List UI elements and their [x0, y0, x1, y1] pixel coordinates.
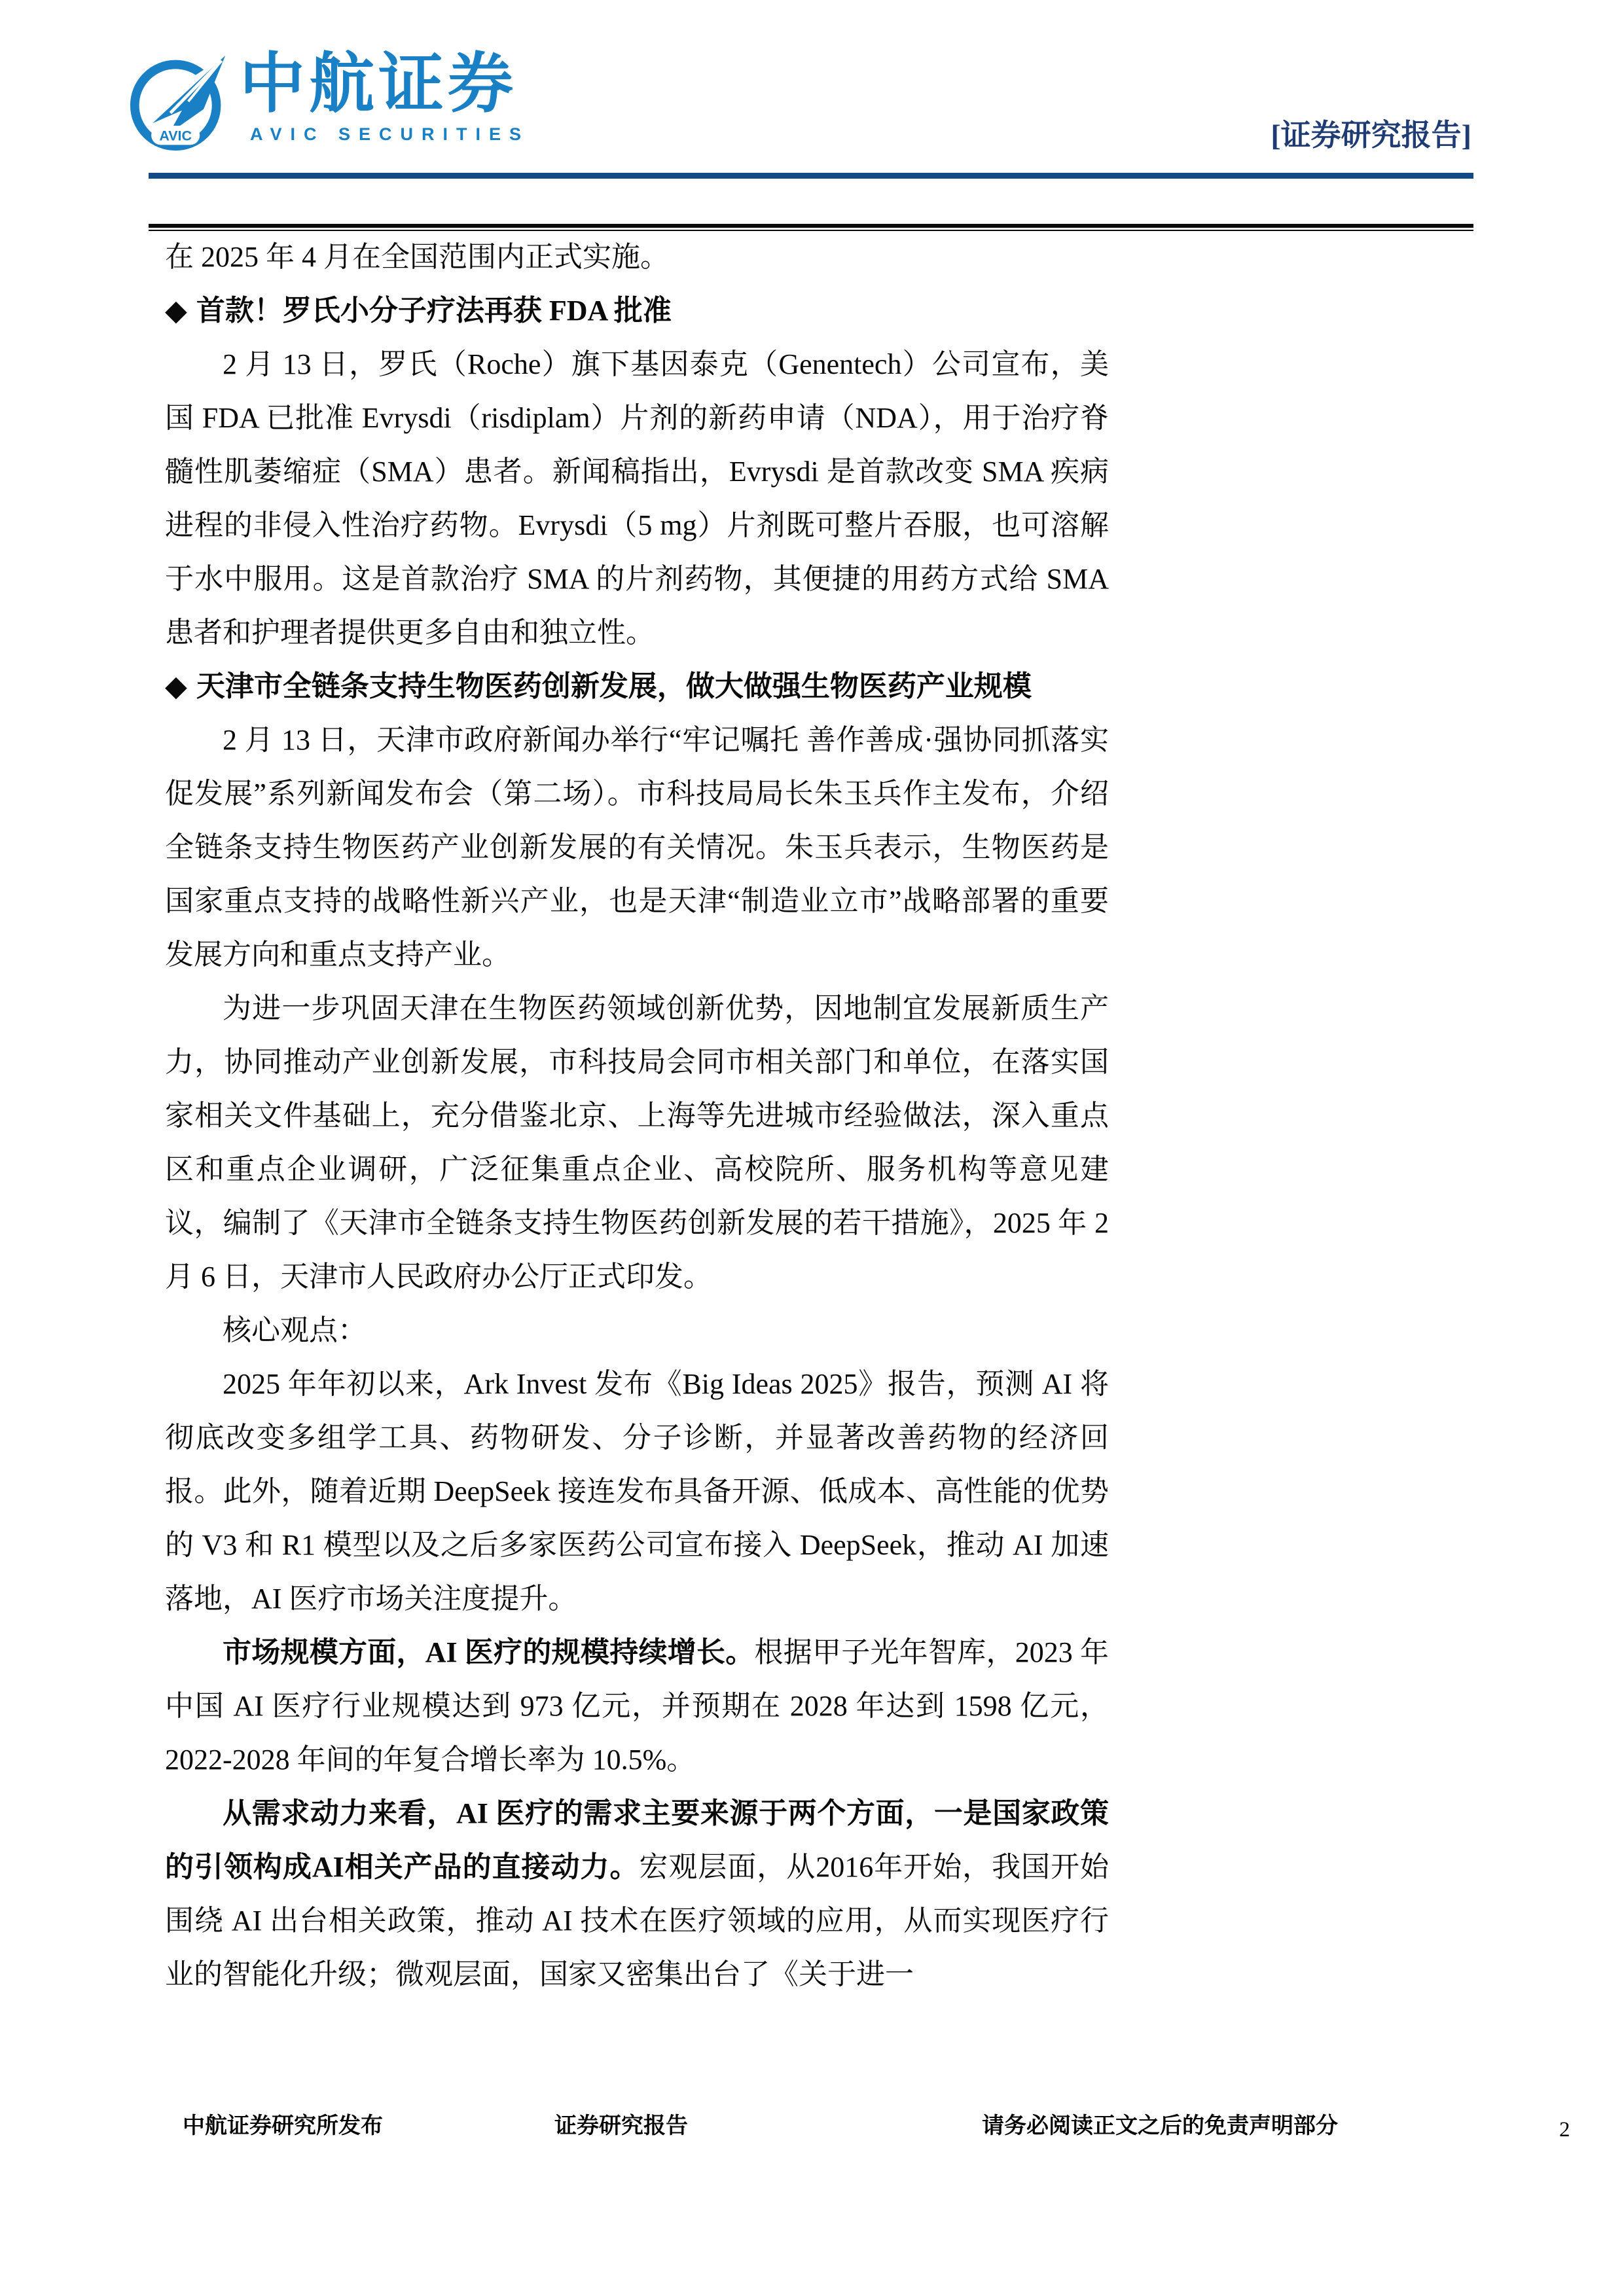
body-paragraph: [165, 982, 1109, 1304]
diamond-bullet-icon: ◆: [165, 670, 187, 702]
section-heading: [165, 284, 1109, 338]
body-paragraph: [165, 230, 1109, 284]
body-rule-top: [149, 224, 1473, 228]
diamond-bullet-icon: ◆: [165, 295, 187, 327]
page-number: 2: [1559, 2118, 1570, 2142]
avic-logo-text: AVIC: [159, 128, 192, 144]
body-paragraph: [165, 338, 1109, 660]
body-paragraph: [165, 713, 1109, 982]
paragraph-text: 在 2025 年 4 月在全国范围内正式实施。: [165, 241, 669, 273]
paragraph-text: 2 月 13 日，罗氏（Roche）旗下基因泰克（Genentech）公司宣布，美国 FDA 已批准 Evrysdi（risdiplam）片剂的新药申请（NDA），用于治疗脊髓性肌萎缩症（SMA）患者。新闻稿指出，Evrysdi 是首款改变 SMA 疾病进程的非侵入性治疗药物。Evrysdi（5 mg）片剂既可整片吞服，也可溶解于水中服用。这是首款治疗 SMA 的片剂药物，其便捷的用药方式给 SMA 患者和护理者提供更多自由和独立性。: [165, 348, 1109, 649]
body-paragraph: [165, 1626, 1109, 1787]
paragraph-text: 核心观点：: [223, 1314, 367, 1346]
company-name-en: AVIC SECURITIES: [250, 124, 530, 144]
footer-report-type: 证券研究报告: [554, 2114, 688, 2138]
company-name-cn: 中航证券: [240, 47, 517, 120]
paragraph-text: 2025 年年初以来，Ark Invest 发布《Big Ideas 2025》报告，预测 AI 将彻底改变多组学工具、药物研发、分子诊断，并显著改善药物的经济回报。此外，随着近期 DeepSeek 接连发布具备开源、低成本、高性能的优势的 V3 和 R1 模型以及之后多家医药公司宣布接入 DeepSeek，推动 AI 加速落地，AI 医疗市场关注度提升。: [165, 1368, 1109, 1615]
body-paragraph: [165, 1787, 1109, 2001]
paragraph-text: 为进一步巩固天津在生物医药领域创新优势，因地制宜发展新质生产力，协同推动产业创新发展，市科技局会同市相关部门和单位，在落实国家相关文件基础上，充分借鉴北京、上海等先进城市经验做法，深入重点区和重点企业调研，广泛征集重点企业、高校院所、服务机构等意见建议，编制了《天津市全链条支持生物医药创新发展的若干措施》，2025 年 2 月 6 日，天津市人民政府办公厅正式印发。: [165, 992, 1109, 1293]
heading-text: 天津市全链条支持生物医药创新发展，做大做强生物医药产业规模: [196, 670, 1032, 702]
report-type-tag: [证券研究报告]: [1271, 118, 1471, 152]
footer-publisher: 中航证券研究所发布: [183, 2114, 383, 2138]
header-rule-blue: [149, 173, 1473, 179]
paragraph-text: 宏观层面，从2016年开始，我国开始围绕 AI 出台相关政策，推动 AI 技术在医疗领域的应用，从而实现医疗行业的智能化升级；微观层面，国家又密集出台了《关于进一: [165, 1851, 1109, 1990]
paragraph-text-bold: 市场规模方面，AI 医疗的规模持续增长。: [223, 1636, 755, 1668]
footer-disclaimer-notice: 请务必阅读正文之后的免责声明部分: [982, 2114, 1338, 2138]
body-paragraph: [165, 1357, 1109, 1626]
avic-logo-icon: [128, 51, 230, 154]
heading-text: 首款！罗氏小分子疗法再获 FDA 批准: [196, 295, 672, 327]
paragraph-text: 2 月 13 日，天津市政府新闻办举行“牢记嘱托 善作善成·强协同抓落实促发展”系列新闻发布会（第二场）。市科技局局长朱玉兵作主发布，介绍全链条支持生物医药产业创新发展的有关情况。朱玉兵表示，生物医药是国家重点支持的战略性新兴产业，也是天津“制造业立市”战略部署的重要发展方向和重点支持产业。: [165, 724, 1109, 971]
paragraph-text: 根据甲子光年智库，2023 年中国 AI 医疗行业规模达到 973 亿元，并预期在 2028 年达到 1598 亿元，2022-2028 年间的年复合增长率为 10.5%。: [165, 1636, 1110, 1776]
section-heading: [165, 660, 1109, 713]
body-paragraph: [165, 1304, 1109, 1357]
report-body: [165, 230, 1109, 2001]
paragraph-text-bold: 从需求动力来看，AI 医疗的需求主要来源于两个方面，一是国家政策的引领构成AI相关产品的直接动力。: [165, 1797, 1109, 1883]
